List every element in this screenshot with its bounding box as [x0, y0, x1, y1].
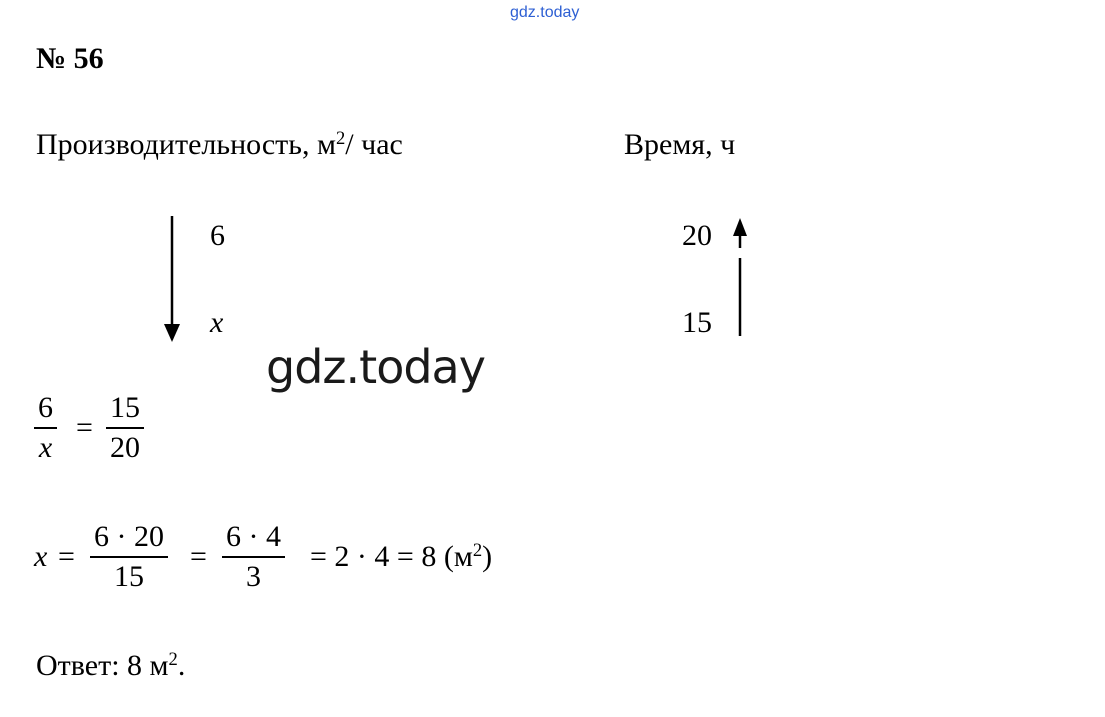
left-value-1: 6: [210, 219, 225, 252]
left-column-header: [36, 128, 403, 162]
fraction-solution-2-num: 6 · 4: [226, 520, 281, 553]
fraction-lhs-den: x: [34, 427, 57, 463]
right-column-header: Время, ч: [624, 128, 736, 161]
left-header-text: Производительность, м: [36, 128, 336, 161]
fraction-lhs-num: 6: [38, 391, 53, 424]
solution-tail-text: = 2 · 4 = 8 (м: [310, 540, 473, 573]
solution-var: x: [34, 540, 48, 573]
fraction-solution-1-den: 15: [90, 556, 168, 592]
answer: [36, 649, 185, 683]
fraction-solution-2: [224, 522, 283, 592]
fraction-rhs: [108, 393, 142, 463]
arrow-up-icon: [728, 216, 754, 340]
fraction-rhs-den: 20: [106, 427, 144, 463]
problem-number: № 56: [36, 42, 104, 75]
watermark-middle: gdz.today: [266, 340, 485, 394]
fraction-solution-1-num: 6 · 20: [94, 520, 164, 553]
right-value-2: 15: [682, 306, 712, 339]
solution-tail-sup: 2: [472, 539, 483, 561]
solution-eq1: =: [58, 540, 75, 573]
right-value-1: 20: [682, 219, 712, 252]
arrow-down-icon: [160, 214, 186, 344]
answer-text: Ответ: 8 м: [36, 649, 169, 682]
fraction-rhs-num: 15: [110, 391, 140, 424]
solution-tail-close: ): [482, 540, 493, 573]
fraction-solution-2-den: 3: [222, 556, 285, 592]
left-header-sup: 2: [335, 127, 346, 149]
answer-end: .: [177, 649, 186, 682]
left-header-tail: / час: [345, 128, 403, 161]
solution-tail: [310, 540, 492, 574]
fraction-lhs: [36, 393, 55, 463]
fraction-solution-1: [92, 522, 166, 592]
answer-sup: 2: [168, 648, 178, 670]
left-value-2: x: [210, 306, 224, 339]
proportion-equals: =: [76, 411, 93, 444]
solution-eq2: =: [190, 540, 207, 573]
watermark-top: gdz.today: [510, 4, 580, 21]
